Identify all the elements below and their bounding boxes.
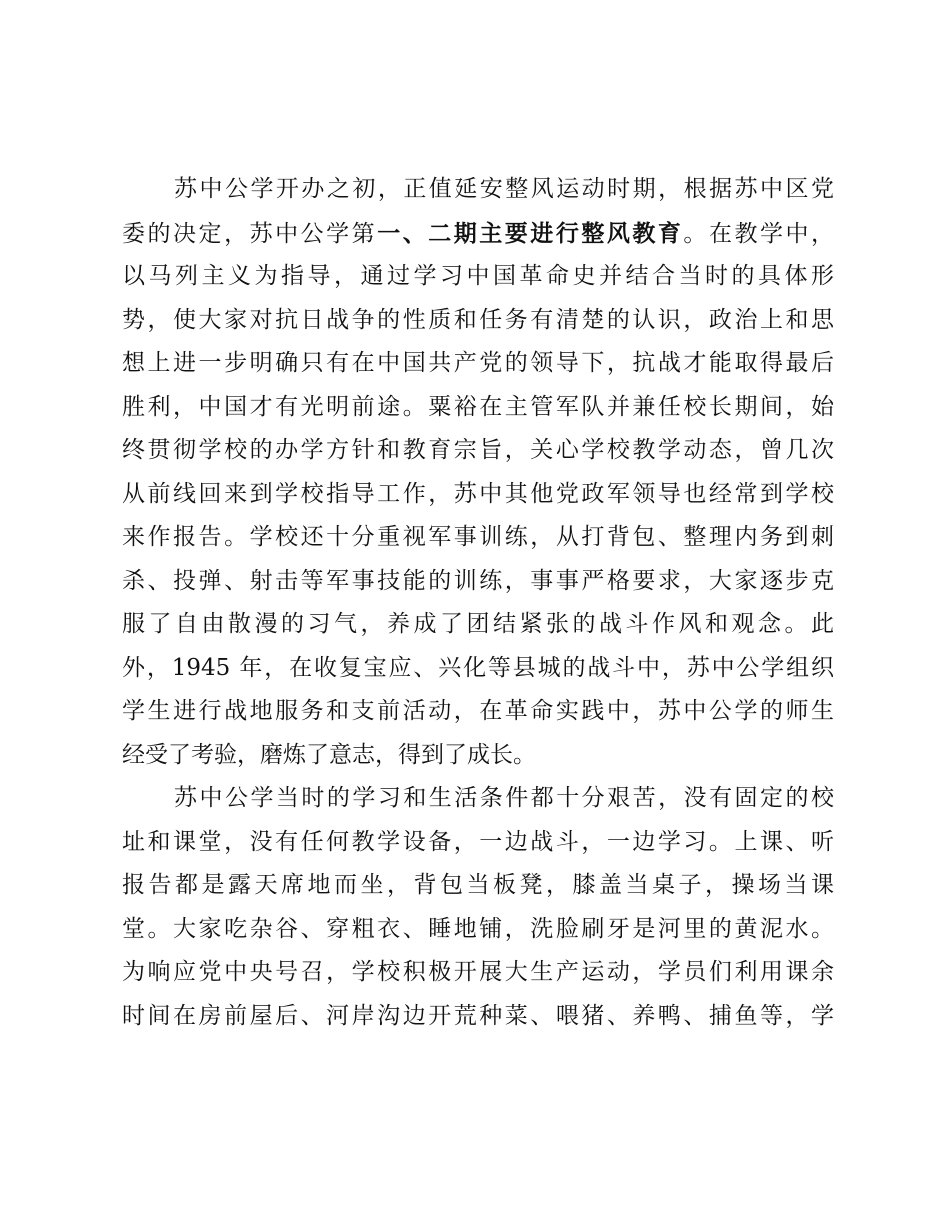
text-segment: 时间在房前屋后、河岸沟边开荒种菜、喂猪、养鸭、捕鱼等，学: [122, 1002, 834, 1029]
text-segment: 堂。大家吃杂谷、穿粗衣、睡地铺，洗脸刷牙是河里的黄泥水。: [122, 915, 834, 942]
text-line: [122, 690, 834, 734]
text-segment: 。在教学中，: [683, 220, 835, 247]
text-segment: 为响应党中央号召，学校积极开展大生产运动，学员们利用课余: [122, 959, 834, 985]
text-line: [122, 647, 834, 691]
text-line: [122, 777, 834, 821]
text-line: [122, 864, 834, 908]
bold-text-segment: 一、二期主要进行整风教育: [377, 219, 684, 247]
text-line: [122, 734, 834, 778]
text-line: [122, 386, 834, 430]
text-segment: 杀、投弹、射击等军事技能的训练，事事严格要求，大家逐步克: [122, 567, 834, 594]
text-line: [122, 212, 834, 256]
text-segment: 服了自由散漫的习气，养成了团结紧张的战斗作风和观念。此: [122, 611, 834, 637]
text-segment: 报告都是露天席地而坐，背包当板凳，膝盖当桌子，操场当课: [122, 872, 834, 898]
paragraph: [122, 168, 834, 777]
text-segment: 想上进一步明确只有在中国共产党的领导下，抗战才能取得最后: [122, 350, 834, 376]
text-line: [122, 821, 834, 865]
text-line: [122, 951, 834, 995]
text-line: [122, 168, 834, 212]
text-segment: 势，使大家对抗日战争的性质和任务有清楚的认识，政治上和思: [122, 306, 834, 333]
text-line: [122, 429, 834, 473]
text-segment: 苏中公学当时的学习和生活条件都十分艰苦，没有固定的校: [174, 785, 834, 811]
text-segment: 以马列主义为指导，通过学习中国革命史并结合当时的具体形: [122, 263, 834, 289]
text-line: [122, 516, 834, 560]
text-segment: 苏中公学开办之初，正值延安整风运动时期，根据苏中区党: [174, 176, 834, 202]
paragraph: [122, 777, 834, 1038]
text-line: [122, 908, 834, 952]
text-segment: 外，1945 年，在收复宝应、兴化等县城的战斗中，苏中公学组织: [122, 654, 834, 681]
text-line: [122, 995, 834, 1039]
text-line: [122, 560, 834, 604]
text-segment: 胜利，中国才有光明前途。粟裕在主管军队并兼任校长期间，始: [122, 393, 834, 420]
text-segment: 委的决定，苏中公学第: [122, 220, 378, 247]
text-line: [122, 342, 834, 386]
text-segment: 从前线回来到学校指导工作，苏中其他党政军领导也经常到学校: [122, 480, 834, 507]
text-segment: 经受了考验，磨炼了意志，得到了成长。: [122, 741, 536, 768]
text-segment: 学生进行战地服务和支前活动，在革命实践中，苏中公学的师生: [122, 698, 834, 724]
text-line: [122, 603, 834, 647]
text-line: [122, 299, 834, 343]
text-line: [122, 473, 834, 517]
text-line: [122, 255, 834, 299]
text-segment: 终贯彻学校的办学方针和教育宗旨，关心学校教学动态，曾几次: [122, 437, 834, 463]
text-segment: 来作报告。学校还十分重视军事训练，从打背包、整理内务到刺: [122, 524, 834, 550]
body-text: [122, 168, 834, 1038]
text-segment: 址和课堂，没有任何教学设备，一边战斗，一边学习。上课、听: [122, 828, 834, 855]
